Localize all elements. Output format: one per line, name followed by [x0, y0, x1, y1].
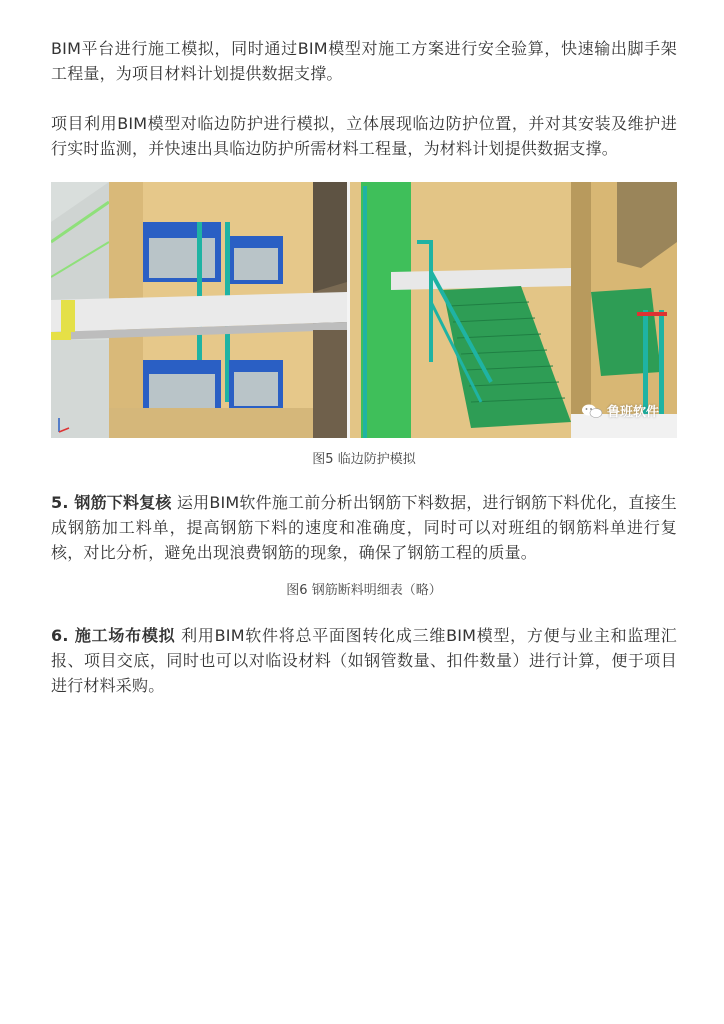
section5-text: 运用BIM软件施工前分析出钢筋下料数据，进行钢筋下料优化，直接生成钢筋加工料单，提高钢筋下料的速度和准确度，同时可以对班组的钢筋料单进行复核，对比分析，避免出现浪费钢筋的现象，确保了钢筋工程的质量。: [51, 493, 677, 562]
paragraph-edge-protection: 项目利用BIM模型对临边防护进行模拟，立体展现临边防护位置，并对其安装及维护进行实时监测，并快速出具临边防护所需材料工程量，为材料计划提供数据支撑。: [51, 114, 677, 158]
section5-heading: 5. 钢筋下料复核: [51, 493, 172, 512]
section5-paragraph: [51, 490, 677, 565]
section6-paragraph: [51, 623, 677, 698]
figure6-caption: 图6 钢筋断料明细表（略）: [286, 583, 442, 598]
section6-heading: 6. 施工场布模拟: [51, 626, 176, 645]
wechat-icon: [581, 403, 603, 419]
section6-text: 利用BIM软件将总平面图转化成三维BIM模型，方便与业主和监理汇报、项目交底，同时也可以对临设材料（如钢管数量、扣件数量）进行计算，便于项目进行材料采购。: [51, 626, 677, 695]
paragraph-scaffold: BIM平台进行施工模拟，同时通过BIM模型对施工方案进行安全验算，快速输出脚手架工程量，为项目材料计划提供数据支撑。: [51, 39, 677, 83]
watermark-luban: [581, 401, 659, 420]
figure-edge-protection-image: [51, 182, 677, 438]
article-body: [51, 36, 677, 698]
watermark-text: 鲁班软件: [606, 405, 659, 420]
bim-render-illustration: [51, 182, 677, 438]
figure5-caption: 图5 临边防护模拟: [312, 452, 416, 467]
